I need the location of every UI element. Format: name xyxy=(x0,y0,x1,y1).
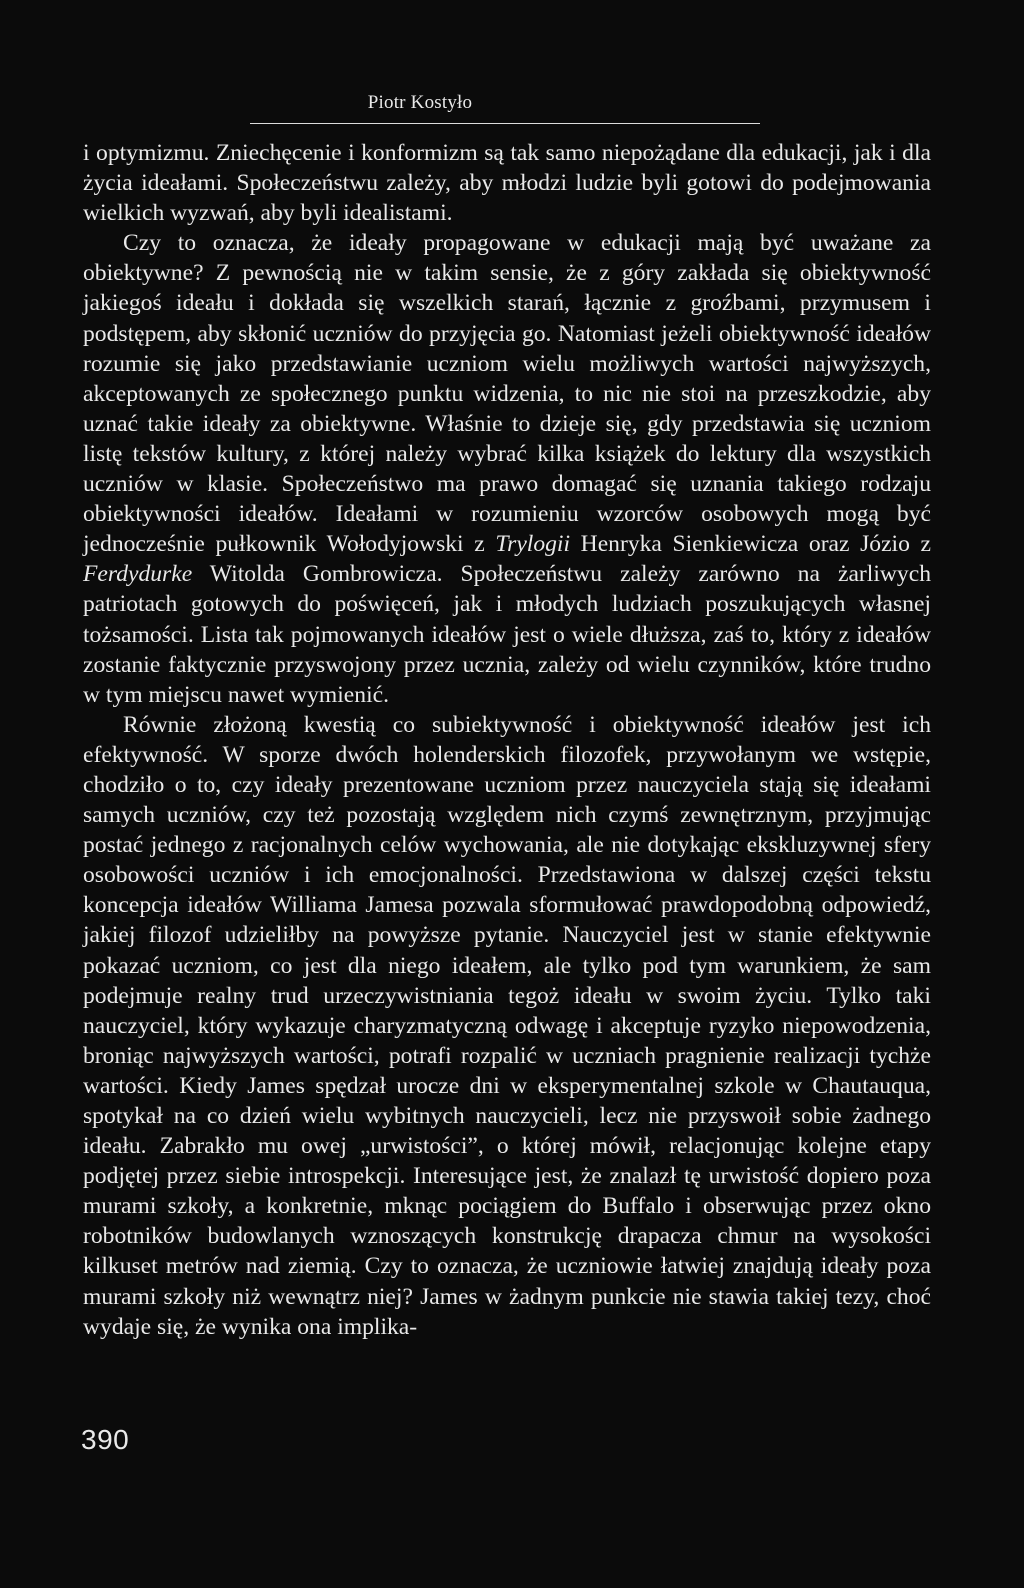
text-run: Witolda Gombrowicza. Społeczeństwu zależy zarówno na żarliwych patriotach gotowych do poświęceń, jak i młodych ludziach poszukujących własnej tożsamości. Lista tak pojmowanych ideałów jest o wiele dłuższa, zaś to, który z ideałów zostanie faktycznie przyswojony przez ucznia, zależy od wielu czynników, które trudno w tym miejscu nawet wymienić. xyxy=(83,561,931,708)
italic-title: Ferdydurke xyxy=(83,561,193,588)
paragraph xyxy=(83,228,931,710)
header-rule xyxy=(250,123,760,124)
text-run: Henryka Sienkiewicza oraz Józio z xyxy=(570,531,931,558)
paragraph xyxy=(83,138,931,228)
running-header: Piotr Kostyło xyxy=(367,92,473,113)
text-run: i optymizmu. Zniechęcenie i konformizm są tak samo niepożądane dla edukacji, jak i dla życia ideałami. Społeczeństwu zależy, aby młodzi ludzie byli gotowi do podejmowania wielkich wyzwań, aby byli idealistami. xyxy=(83,140,931,227)
body-text xyxy=(83,138,931,1342)
text-run: Czy to oznacza, że ideały propagowane w edukacji mają być uważane za obiektywne? Z pewnością nie w takim sensie, że z góry zakłada się obiektywność jakiegoś ideału i dokłada się wszelkich starań, łącznie z groźbami, przymusem i podstępem, aby skłonić uczniów do przyjęcia go. Natomiast jeżeli obiektywność ideałów rozumie się jako przedstawianie uczniom wielu możliwych wartości najwyższych, akceptowanych ze społecznego punktu widzenia, to nic nie stoi na przeszkodzie, aby uznać takie ideały za obiektywne. Właśnie to dzieje się, gdy przedstawia się uczniom listę tekstów kultury, z której należy wybrać kilka książek do lektury dla wszystkich uczniów w klasie. Społeczeństwo ma prawo domagać się uznania takiego rodzaju obiektywności ideałów. Ideałami w rozumieniu wzorców osobowych mogą być jednocześnie pułkownik Wołodyjowski z xyxy=(83,230,931,558)
text-run: Równie złożoną kwestią co subiektywność i obiektywność ideałów jest ich efektywność. W sporze dwóch holenderskich filozofek, przywołanym we wstępie, chodziło o to, czy ideały prezentowane uczniom przez nauczyciela stają się ideałami samych uczniów, czy też pozostają względem nich czymś zewnętrznym, przyjmując postać jednego z racjonalnych celów wychowania, ale nie dotykając ekskluzywnej sfery osobowości uczniów i ich emocjonalności. Przedstawiona w dalszej części tekstu koncepcja ideałów Williama Jamesa pozwala sformułować prawdopodobną odpowiedź, jakiej filozof udzieliłby na powyższe pytanie. Nauczyciel jest w stanie efektywnie pokazać uczniom, co jest dla niego ideałem, ale tylko pod tym warunkiem, że sam podejmuje realny trud urzeczywistniania tegoż ideału w swoim życiu. Tylko taki nauczyciel, który wykazuje charyzmatyczną odwagę i akceptuje ryzyko niepowodzenia, broniąc najwyższych wartości, potrafi rozpalić w uczniach pragnienie realizacji tychże wartości. Kiedy James spędzał urocze dni w eksperymentalnej szkole w Chautauqua, spotykał na co dzień wielu wybitnych nauczycieli, lecz nie przyswoił sobie żadnego ideału. Zabrakło mu owej „urwistości”, o której mówił, relacjonując kolejne etapy podjętej przez siebie introspekcji. Interesujące jest, że znalazł tę urwistość dopiero poza murami szkoły, a konkretnie, mknąc pociągiem do Buffalo i obserwując przez okno robotników budowlanych wznoszących konstrukcję drapacza chmur na wysokości kilkuset metrów nad ziemią. Czy to oznacza, że uczniowie łatwiej znajdują ideały poza murami szkoły niż wewnątrz niej? James w żadnym punkcie nie stawia takiej tezy, choć wydaje się, że wynika ona implika- xyxy=(83,711,931,1340)
page-number: 390 xyxy=(81,1424,130,1455)
paragraph xyxy=(83,710,931,1342)
italic-title: Trylogii xyxy=(495,531,571,558)
